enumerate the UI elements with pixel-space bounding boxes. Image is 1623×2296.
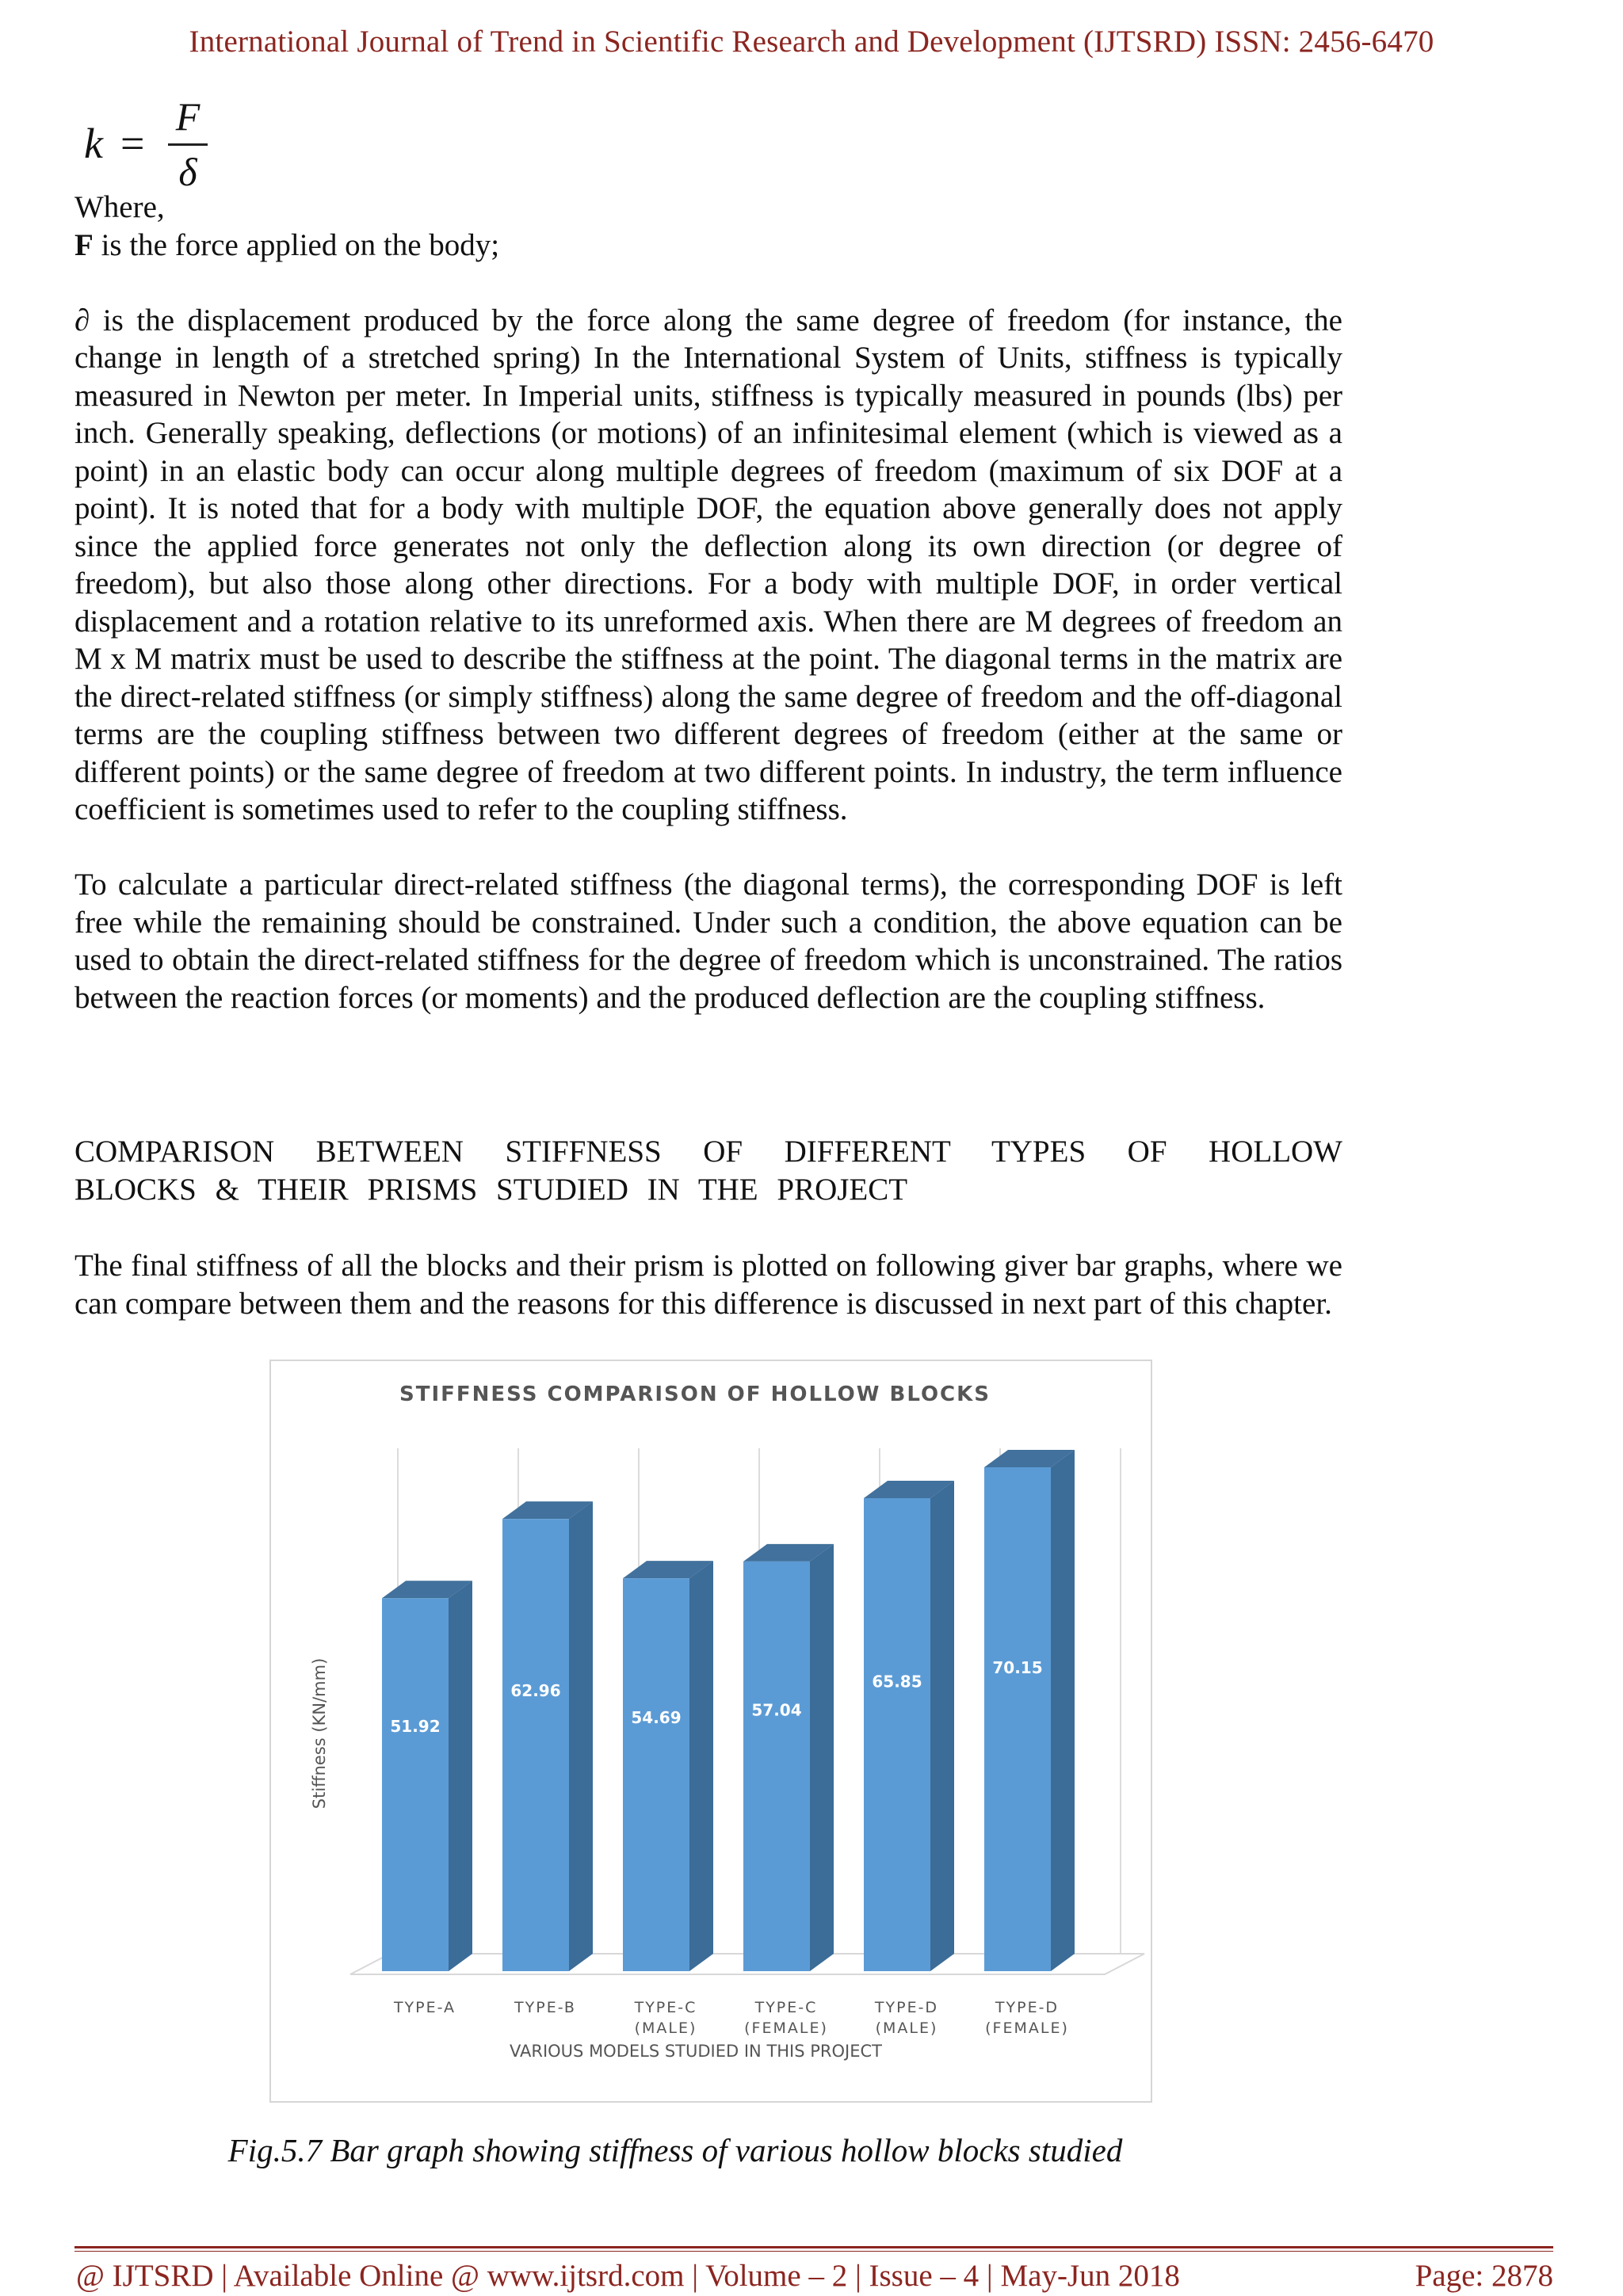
formula-fraction-bar: [168, 143, 208, 146]
paragraph-direct-stiffness: To calculate a particular direct-related stiffness (the diagonal terms), the corresponding DOF is left free while the remaining should be constrained. Under such a condition, the above equation can be used to obtain the direct-related stiffness for the degree of freedom which is unconstrained. The ratios between the reaction forces (or moments) and the produced deflection are the coupling stiffness.: [74, 868, 1342, 1015]
bar: [984, 1467, 1051, 1971]
x-tick-label-line-2: (MALE): [875, 2019, 938, 2037]
bar-value-label: 65.85: [872, 1672, 922, 1691]
where-line: Where,: [74, 190, 165, 224]
bar: [502, 1519, 569, 1971]
bar-side: [810, 1544, 834, 1971]
bar-value-label: 62.96: [510, 1681, 561, 1701]
x-tick-label: TYPE-C: [634, 1999, 697, 2016]
bar: [743, 1562, 810, 1971]
bar-side: [1051, 1450, 1075, 1971]
footer-rule-thin: [74, 2251, 1553, 2252]
x-tick-label-line-2: (FEMALE): [744, 2019, 828, 2037]
x-tick-label: TYPE-D: [874, 1999, 939, 2016]
page-number: Page: 2878: [1415, 2259, 1553, 2293]
chart-title: STIFFNESS COMPARISON OF HOLLOW BLOCKS: [399, 1383, 991, 1406]
stiffness-formula: [79, 93, 238, 196]
body-section-1: [74, 189, 1342, 1016]
paragraph-bar-graphs: The final stiffness of all the blocks and their prism is plotted on following giver bar graphs, where we can compare between them and the reasons for this difference is discussed in next part of this chapter.: [74, 1249, 1342, 1321]
bar-side: [689, 1561, 713, 1971]
bar-side: [449, 1581, 472, 1971]
force-definition: [74, 227, 1342, 265]
bar-value-label: 54.69: [631, 1707, 682, 1727]
stiffness-bar-chart: [269, 1360, 1152, 2103]
footer-rule: [74, 2246, 1553, 2248]
chart-svg: [271, 1361, 1151, 2101]
formula-denominator: δ: [178, 150, 197, 194]
x-tick-label: TYPE-C: [754, 1999, 818, 2016]
chart-x-tick-labels: [393, 1999, 1069, 2037]
section-heading-line-1: COMPARISON BETWEEN STIFFNESS OF DIFFERENT TYPES OF HOLLOW: [74, 1135, 1342, 1169]
chart-x-axis-label: VARIOUS MODELS STUDIED IN THIS PROJECT: [509, 2042, 883, 2061]
body-section-2: [74, 1247, 1342, 1322]
bar: [623, 1578, 689, 1971]
figure-caption: [0, 2131, 1623, 2169]
journal-header: International Journal of Trend in Scientific Research and Development (IJTSRD) ISSN: 2456-6470: [189, 25, 1434, 59]
x-tick-label-line-2: (MALE): [634, 2019, 697, 2037]
x-tick-label-line-2: (FEMALE): [985, 2019, 1069, 2037]
x-tick-label: TYPE-D: [995, 1999, 1060, 2016]
force-definition-text: is the force applied on the body;: [93, 227, 500, 262]
formula-lhs: k: [84, 120, 103, 167]
chart-bars: [382, 1450, 1075, 1971]
bar-value-label: 57.04: [751, 1700, 802, 1720]
formula-equals: =: [120, 120, 145, 167]
footer-info: @ IJTSRD | Available Online @ www.ijtsrd.com | Volume – 2 | Issue – 4 | May-Jun 2018: [76, 2259, 1180, 2293]
bar-value-label: 70.15: [992, 1657, 1043, 1677]
x-tick-label: TYPE-A: [393, 1999, 456, 2016]
bar-value-label: 51.92: [390, 1717, 441, 1737]
bar: [382, 1598, 449, 1971]
force-symbol: F: [74, 227, 94, 262]
figure-caption-text: Fig.5.7 Bar graph showing stiffness of various hollow blocks studied: [227, 2132, 1123, 2168]
chart-y-axis-label: Stiffness (KN/mm): [310, 1657, 329, 1810]
x-tick-label: TYPE-B: [514, 1999, 576, 2016]
bar-side: [930, 1481, 954, 1971]
formula-numerator: F: [175, 94, 200, 139]
paragraph-displacement: ∂ is the displacement produced by the force along the same degree of freedom (for instance, the change in length of a stretched spring) In the International System of Units, stiffness is typically measured in Newton per meter. In Imperial units, stiffness is typically measured in pounds (lbs) per inch. Generally speaking, deflections (or motions) of an infinitesimal element (which is viewed as a point) in an elastic body can occur along multiple degrees of freedom (maximum of six DOF at a point). It is noted that for a body with multiple DOF, the equation above generally does not apply since the applied force generates not only the deflection along its own direction (or degree of freedom), but also those along other directions. For a body with multiple DOF, in order vertical displacement and a rotation relative to its unreformed axis. When there are M degrees of freedom an M x M matrix must be used to describe the stiffness at the point. The diagonal terms in the matrix are the direct-related stiffness (or simply stiffness) along the same degree of freedom and the off-diagonal terms are the coupling stiffness between two different degrees of freedom (either at the same or different points) or the same degree of freedom at two different points. In industry, the term influence coefficient is sometimes used to refer to the coupling stiffness.: [74, 303, 1342, 826]
section-heading-line-2: BLOCKS & THEIR PRISMS STUDIED IN THE PROJECT: [74, 1173, 908, 1207]
bar-side: [569, 1501, 593, 1971]
bar: [864, 1498, 930, 1971]
